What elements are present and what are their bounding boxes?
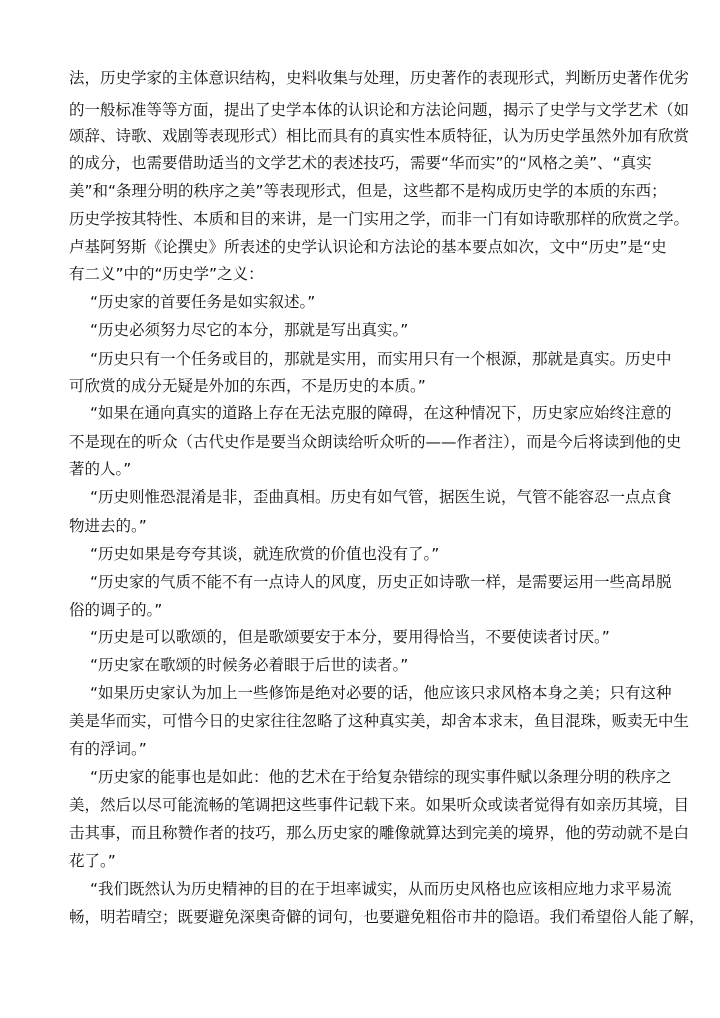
- text-line: 的成分，也需要借助适当的文学艺术的表述技巧，需要“华而实”的“风格之美”、“真实: [69, 154, 652, 172]
- text-line: “历史家的首要任务是如实叙述。”: [90, 293, 316, 311]
- text-line: 花了。”: [69, 852, 116, 870]
- text-line: “如果在通向真实的道路上存在无法克服的障碍，在这种情况下，历史家应始终注意的: [90, 404, 672, 422]
- text-line: 俗的调子的。”: [69, 601, 163, 619]
- text-line: “历史只有一个任务或目的，那就是实用，而实用只有一个根源，那就是真实。历史中: [90, 350, 672, 368]
- text-line: 美，然后以尽可能流畅的笔调把这些事件记载下来。如果听众或读者觉得有如亲历其境，目: [69, 796, 690, 814]
- text-line: “历史如果是夸夸其谈，就连欣赏的价值也没有了。”: [90, 545, 440, 563]
- text-line: “历史家的气质不能不有一点诗人的风度，历史正如诗歌一样，是需要运用一些高昂脱: [90, 573, 672, 591]
- text-line: “如果历史家认为加上一些修饰是绝对必要的话，他应该只求风格本身之美；只有这种: [90, 684, 672, 702]
- text-line: 物进去的。”: [69, 517, 147, 535]
- text-line: 卢基阿努斯《论撰史》所表述的史学认识论和方法论的基本要点如次，文中“历史”是“史: [69, 238, 667, 256]
- text-line: 击其事，而且称赞作者的技巧，那么历史家的雕像就算达到完美的境界，他的劳动就不是白: [69, 824, 690, 842]
- text-line: 法，历史学家的主体意识结构，史料收集与处理，历史著作的表现形式，判断历史著作优劣: [69, 69, 690, 87]
- text-line: “历史家在歌颂的时候务必着眼于后世的读者。”: [90, 656, 409, 674]
- text-line: “历史则惟恐混淆是非，歪曲真相。历史有如气管，据医生说，气管不能容忍一点点食: [90, 488, 672, 506]
- text-line: 美是华而实，可惜今日的史家往往忽略了这种真实美，却舍本求末，鱼目混珠，贩卖无中生: [69, 712, 690, 730]
- text-line: 的一般标准等等方面，提出了史学本体的认识论和方法论问题，揭示了史学与文学艺术（如: [69, 101, 690, 119]
- text-line: 不是现在的听众（古代史作是要当众朗读给听众听的——作者注），而是今后将读到他的史: [69, 433, 682, 451]
- text-line: “我们既然认为历史精神的目的在于坦率诚实，从而历史风格也应该相应地力求平易流: [90, 880, 672, 898]
- text-line: “历史是可以歌颂的，但是歌颂要安于本分，要用得恰当，不要使读者讨厌。”: [90, 628, 610, 646]
- text-line: 著的人。”: [69, 460, 132, 478]
- text-line: 美”和“条理分明的秩序之美”等表现形式，但是，这些都不是构成历史学的本质的东西；: [69, 182, 667, 200]
- text-line: 历史学按其特性、本质和目的来讲，是一门实用之学，而非一门有如诗歌那样的欣赏之学。: [69, 210, 690, 228]
- text-line: 可欣赏的成分无疑是外加的东西，不是历史的本质。”: [69, 377, 426, 395]
- text-line: “历史家的能事也是如此：他的艺术在于给复杂错综的现实事件赋以条理分明的秩序之: [90, 768, 672, 786]
- text-line: 有的浮词。”: [69, 740, 147, 758]
- text-line: 颂辞、诗歌、戏剧等表现形式）相比而具有的真实性本质特征，认为历史学虽然外加有欣赏: [69, 127, 690, 145]
- text-line: 畅，明若晴空；既要避免深奥奇僻的词句，也要避免粗俗市井的隐语。我们希望俗人能了解，: [69, 908, 705, 926]
- text-line: “历史必须努力尽它的本分，那就是写出真实。”: [90, 321, 409, 339]
- text-line: 有二义”中的“历史学”之义：: [69, 265, 264, 283]
